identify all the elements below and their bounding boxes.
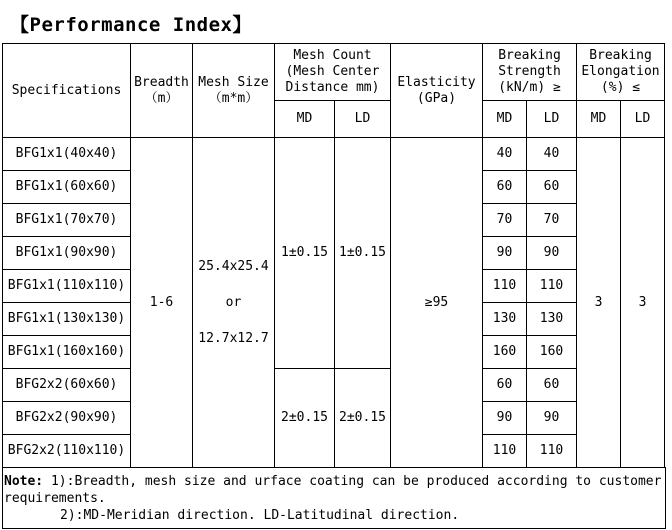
bs-md-cell: 110 [483,270,527,303]
header-bs-ld: LD [527,101,577,138]
note-left-border [2,467,3,529]
header-breadth [131,44,193,138]
header-elasticity [391,44,483,138]
table-row [3,369,665,402]
breadth-cell: 1-6 [131,138,193,468]
table-row [3,138,665,171]
mesh-count-ld-a: 1±0.15 [335,138,391,369]
page-title: 【Performance Index】 [10,14,252,36]
header-breadth-label: Breadth [134,74,189,90]
spec-cell: BFG2x2(110x110) [3,435,131,468]
header-mesh-size-label: Mesh Size [198,74,269,90]
elong-md-cell: 3 [577,138,621,468]
spec-cell: BFG1x1(90x90) [3,237,131,270]
header-breaking-elongation [577,44,665,101]
bs-ld-cell: 160 [527,336,577,369]
bs-md-cell: 70 [483,204,527,237]
header-be-line1: Breaking [589,48,652,63]
spec-cell: BFG1x1(130x130) [3,303,131,336]
header-bs-line1: Breaking [498,48,561,63]
mesh-size-cell [193,138,275,468]
mesh-size-value-2: 12.7x12.7 [198,330,269,346]
note-label: Note: [4,474,44,489]
note-block [4,473,664,524]
bs-ld-cell: 60 [527,171,577,204]
bs-md-cell: 60 [483,369,527,402]
bs-md-cell: 110 [483,435,527,468]
header-elasticity-unit: (GPa) [416,90,457,106]
bs-md-cell: 130 [483,303,527,336]
mesh-count-md-b: 2±0.15 [275,369,335,468]
note-line-1 [4,473,664,507]
header-bs-line3: (kN/m) ≥ [498,80,561,95]
note-bottom-border [2,528,665,529]
bs-md-cell: 90 [483,402,527,435]
header-mesh-count-line2: (Mesh Center [285,64,380,79]
spec-cell: BFG1x1(110x110) [3,270,131,303]
header-breadth-unit: （m） [144,90,179,106]
bs-md-cell: 160 [483,336,527,369]
performance-table [2,43,665,468]
header-bs-line2: Strength [498,64,561,79]
header-be-ld: LD [621,101,665,138]
header-mesh-count-line3: Distance mm) [285,80,380,95]
header-mc-md: MD [275,101,335,138]
elasticity-cell: ≥95 [391,138,483,468]
header-specifications: Specifications [3,44,131,138]
mesh-size-value-1: 25.4x25.4 [198,258,269,274]
spec-cell: BFG2x2(90x90) [3,402,131,435]
note-right-border [665,467,666,529]
header-elasticity-label: Elasticity [397,74,476,90]
bs-ld-cell: 70 [527,204,577,237]
mesh-size-or: or [225,294,242,310]
spec-cell: BFG1x1(60x60) [3,171,131,204]
header-mc-ld: LD [335,101,391,138]
bs-md-cell: 90 [483,237,527,270]
spec-cell: BFG2x2(60x60) [3,369,131,402]
header-be-md: MD [577,101,621,138]
header-breaking-strength [483,44,577,101]
mesh-count-md-a: 1±0.15 [275,138,335,369]
bs-md-cell: 40 [483,138,527,171]
spec-cell: BFG1x1(40x40) [3,138,131,171]
note-line-2: 2):MD-Meridian direction. LD-Latitudinal direction. [60,508,460,523]
bs-ld-cell: 40 [527,138,577,171]
bs-ld-cell: 110 [527,435,577,468]
header-mesh-size-unit: （m*m） [208,90,259,106]
bs-ld-cell: 90 [527,402,577,435]
header-bs-md: MD [483,101,527,138]
bs-md-cell: 60 [483,171,527,204]
bs-ld-cell: 90 [527,237,577,270]
header-mesh-count-line1: Mesh Count [293,48,372,63]
spec-cell: BFG1x1(70x70) [3,204,131,237]
spec-cell: BFG1x1(160x160) [3,336,131,369]
bs-ld-cell: 130 [527,303,577,336]
header-mesh-size [193,44,275,138]
header-be-line2: Elongation [581,64,660,79]
mesh-count-ld-b: 2±0.15 [335,369,391,468]
header-be-line3: (%) ≤ [600,80,641,95]
note-text-1: 1):Breadth, mesh size and urface coating can be produced according to customer requirements. [4,474,662,506]
bs-ld-cell: 110 [527,270,577,303]
bs-ld-cell: 60 [527,369,577,402]
header-mesh-count [275,44,391,101]
elong-ld-cell: 3 [621,138,665,468]
